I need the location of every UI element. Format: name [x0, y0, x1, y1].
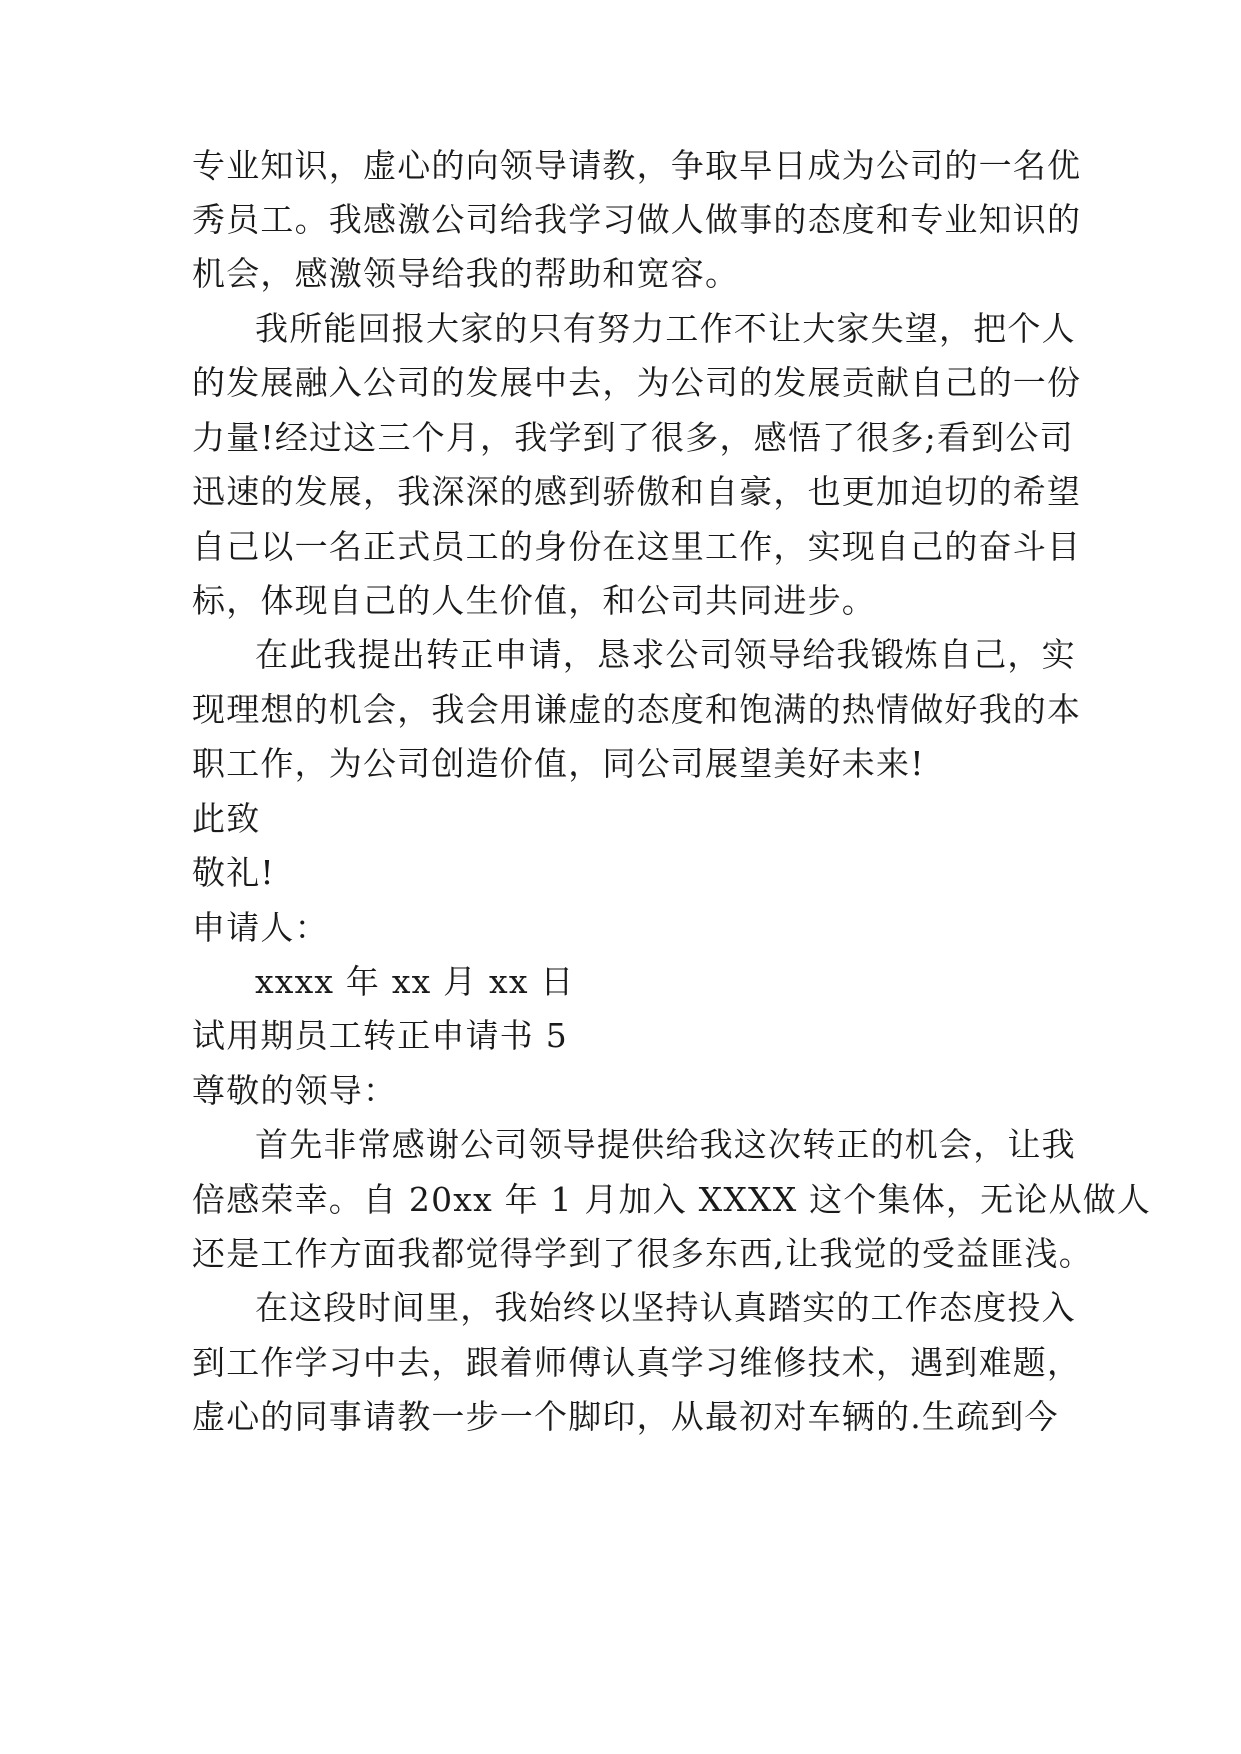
applicant-label: 申请人： [192, 908, 329, 947]
text-line: 的发展融入公司的发展中去，为公司的发展贡献自己的一份 [192, 363, 1082, 402]
paragraph-first-line: 我所能回报大家的只有努力工作不让大家失望，把个人 [255, 309, 1076, 348]
paragraph-first-line: 在此我提出转正申请，恳求公司领导给我锻炼自己，实 [255, 635, 1076, 674]
text-line: 力量!经过这三个月，我学到了很多，感悟了很多;看到公司 [192, 418, 1074, 457]
text-line: 专业知识，虚心的向领导请教，争取早日成为公司的一名优 [192, 146, 1082, 185]
date-line: xxxx 年 xx 月 xx 日 [255, 962, 575, 1001]
text-line: 倍感荣幸。自 20xx 年 1 月加入 XXXX 这个集体，无论从做人 [192, 1180, 1152, 1219]
text-line: 秀员工。我感激公司给我学习做人做事的态度和专业知识的 [192, 200, 1082, 239]
text-line: 到工作学习中去，跟着师傅认真学习维修技术，遇到难题， [192, 1343, 1082, 1382]
text-line: 职工作，为公司创造价值，同公司展望美好未来! [192, 744, 925, 783]
section-title: 试用期员工转正申请书 5 [192, 1016, 568, 1055]
text-line: 虚心的同事请教一步一个脚印，从最初对车辆的.生疏到今 [192, 1397, 1059, 1436]
closing-regards: 敬礼! [192, 853, 275, 892]
paragraph-first-line: 首先非常感谢公司领导提供给我这次转正的机会，让我 [255, 1125, 1076, 1164]
paragraph-first-line: 在这段时间里，我始终以坚持认真踏实的工作态度投入 [255, 1288, 1076, 1327]
text-line: 机会，感激领导给我的帮助和宽容。 [192, 254, 740, 293]
text-line: 还是工作方面我都觉得学到了很多东西,让我觉的受益匪浅。 [192, 1234, 1093, 1273]
text-line: 迅速的发展，我深深的感到骄傲和自豪，也更加迫切的希望 [192, 472, 1082, 511]
text-line: 标，体现自己的人生价值，和公司共同进步。 [192, 581, 876, 620]
greeting: 尊敬的领导： [192, 1071, 398, 1110]
closing-salutation: 此致 [192, 799, 261, 838]
text-line: 自己以一名正式员工的身份在这里工作，实现自己的奋斗目 [192, 527, 1082, 566]
text-line: 现理想的机会，我会用谦虚的态度和饱满的热情做好我的本 [192, 690, 1082, 729]
